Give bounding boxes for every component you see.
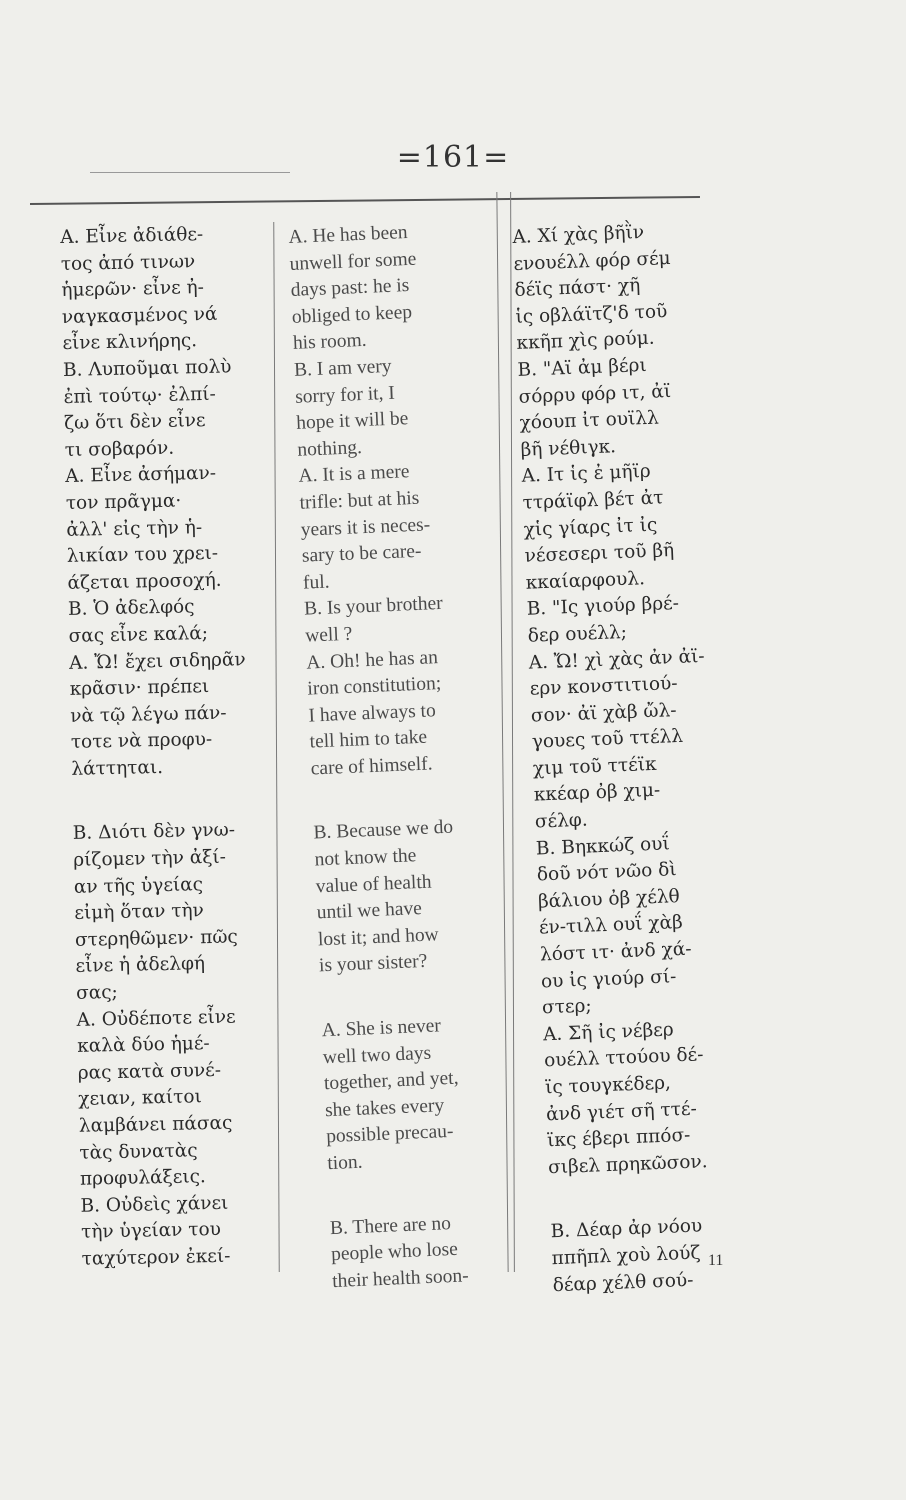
text-line: not know the bbox=[314, 845, 417, 871]
text-line: αν τῆς ὑγείας bbox=[73, 873, 204, 898]
text-line: χειαν, καίτοι bbox=[78, 1086, 202, 1111]
text-line: his room. bbox=[292, 330, 368, 355]
text-line: B. "Ις γιούρ βρέ- bbox=[526, 593, 680, 621]
text-line: value of health bbox=[315, 871, 432, 898]
text-line: σέλφ. bbox=[534, 809, 589, 833]
text-line: ἱς οβλάϊτζ'δ τοῦ bbox=[515, 300, 668, 328]
text-line: ἐπὶ τούτῳ· ἐλπί- bbox=[63, 383, 217, 408]
text-line: I have always to bbox=[308, 699, 437, 727]
text-line: B. Δέαρ ἀρ νόου bbox=[550, 1215, 703, 1243]
text-line: κκέαρ ὀβ χιμ- bbox=[533, 780, 661, 807]
text-line: τος ἀπό τινων bbox=[60, 250, 196, 275]
text-line: λόστ ιτ· ἀνδ χά- bbox=[539, 938, 692, 966]
text-line: ἡμερῶν· εἶνε ἠ- bbox=[61, 277, 205, 302]
text-line: B. Βηκκώζ ουΐ bbox=[535, 833, 671, 860]
text-line: years it is neces- bbox=[300, 513, 431, 541]
text-line: B. "Αϊ ἀμ βέρι bbox=[517, 354, 648, 381]
text-line: she takes every bbox=[324, 1095, 445, 1122]
text-line: ἀλλ' εἰς τὴν ἡ- bbox=[66, 516, 203, 541]
text-line: άζεται προσοχή. bbox=[67, 569, 222, 594]
text-line: κκαίαρφουλ. bbox=[525, 567, 646, 594]
text-line: trifle: but at his bbox=[299, 487, 420, 514]
text-line: A. Ὤ! χὶ χὰς ἀν ἀϊ- bbox=[528, 645, 705, 674]
text-line: lost it; and how bbox=[317, 924, 440, 951]
text-line: tion. bbox=[326, 1151, 363, 1175]
text-line: until we have bbox=[316, 898, 423, 924]
text-line: A. She is never bbox=[321, 1015, 442, 1042]
text-line: B. Because we do bbox=[313, 817, 454, 844]
text-line: well ? bbox=[304, 623, 353, 647]
text-line: well two days bbox=[322, 1042, 432, 1068]
text-line: καλὰ δύο ἡμέ- bbox=[76, 1033, 210, 1058]
paragraph-gap bbox=[72, 779, 298, 822]
column-top-rule bbox=[30, 196, 700, 205]
text-line: iron constitution; bbox=[307, 673, 442, 700]
text-line: γουες τοῦ ττέλλ bbox=[531, 726, 684, 753]
text-line: A. Εἶνε ἀδιάθε- bbox=[60, 224, 204, 248]
text-line: A. Οὐδέποτε εἶνε bbox=[76, 1006, 236, 1031]
text-line: έν-τιλλ ουΐ χὰβ bbox=[538, 912, 684, 939]
text-line: εἶνε ἡ ἀδελφή bbox=[75, 953, 206, 978]
signature-mark: 11 bbox=[708, 1252, 724, 1269]
text-line: λάττηται. bbox=[71, 756, 164, 780]
text-line: στερ; bbox=[541, 995, 593, 1019]
text-line: τοτε νὰ προφυ- bbox=[70, 729, 213, 754]
text-line: σας εἶνε καλά; bbox=[68, 622, 209, 647]
text-line: ουέλλ ττούου δέ- bbox=[543, 1044, 704, 1072]
text-line: βῆ νέθιγκ. bbox=[520, 435, 617, 461]
text-line: B. Ὁ ἀδελφός bbox=[67, 596, 195, 621]
text-line: ναγκασμένος νά bbox=[61, 303, 218, 328]
text-line: hope it will be bbox=[295, 408, 409, 434]
text-line: people who lose bbox=[330, 1238, 459, 1266]
text-line: τὴν ὑγείαν του bbox=[80, 1219, 222, 1244]
text-line: βάλιου ὀβ χέλθ bbox=[537, 885, 681, 913]
text-line: A. Εἶνε ἀσήμαν- bbox=[65, 463, 217, 488]
text-line: ρας κατὰ συνέ- bbox=[77, 1059, 222, 1084]
text-line: λικίαν του χρει- bbox=[66, 542, 219, 568]
text-line: χόουπ ἰτ ουϊλλ bbox=[519, 407, 660, 435]
text-line: δοῦ νότ νῶο δὶ bbox=[536, 859, 677, 886]
text-line: προφυλάξεις. bbox=[79, 1166, 207, 1190]
text-line: λαμβάνει πάσας bbox=[78, 1112, 233, 1137]
text-line: χιμ τοῦ ττέϊκ bbox=[532, 753, 657, 780]
text-line: care of himself. bbox=[310, 753, 433, 780]
text-line: τι σοβαρόν. bbox=[64, 437, 175, 461]
text-line: ful. bbox=[302, 571, 330, 594]
text-line: σιβελ πρηκῶσον. bbox=[547, 1150, 708, 1179]
text-line: νὰ τῷ λέγω πάν- bbox=[70, 702, 227, 727]
transliteration-column bbox=[512, 216, 798, 1300]
text-line: A. Χί χὰς βῆῒν bbox=[512, 221, 645, 248]
text-line: together, and yet, bbox=[323, 1067, 459, 1095]
text-line: σόρρυ φόρ ιτ, ἀϊ bbox=[518, 380, 672, 408]
page-number: =161= bbox=[396, 140, 510, 175]
text-line: ρίζομεν τὴν ἀξί- bbox=[73, 846, 227, 871]
text-line: δέαρ χέλθ σού- bbox=[552, 1269, 694, 1296]
text-line: τὰς δυνατὰς bbox=[79, 1139, 198, 1164]
text-line: δέϊς πάστ· χῆ bbox=[514, 275, 641, 302]
text-line: ϊκς έβερι ππόσ- bbox=[546, 1125, 691, 1152]
text-line: ερν κονστιτιού- bbox=[529, 673, 678, 700]
text-line: στερηθῶμεν· πῶς bbox=[74, 926, 239, 951]
text-line: obliged to keep bbox=[291, 301, 413, 328]
text-line: A. It is a mere bbox=[298, 461, 410, 488]
text-line: nothing. bbox=[296, 436, 363, 461]
text-line: B. I am very bbox=[293, 355, 392, 381]
text-line: σας; bbox=[75, 981, 119, 1004]
text-line: A. Ὤ! ἔχει σιδηρᾶν bbox=[68, 648, 246, 674]
text-line: A. Σῆ ἰς νέβερ bbox=[542, 1019, 675, 1046]
text-line: ἀνδ γιέτ σῆ ττέ- bbox=[545, 1098, 698, 1125]
text-line: δερ ουέλλ; bbox=[527, 621, 628, 647]
text-line: A. He has been bbox=[288, 222, 408, 248]
text-line: days past: he is bbox=[290, 275, 410, 302]
text-line: εἶνε κλινήρης. bbox=[62, 330, 198, 355]
text-line: σον· ἀϊ χὰβ ὤλ- bbox=[530, 699, 677, 727]
text-line: νέσεσερι τοῦ βῆ bbox=[524, 540, 675, 567]
text-line: ϊς τουγκέδερ, bbox=[544, 1072, 672, 1099]
text-line: unwell for some bbox=[289, 248, 417, 275]
text-line: ου ἰς γιούρ σί- bbox=[540, 965, 677, 993]
text-line: sary to be care- bbox=[301, 540, 422, 567]
text-line: A. Ιτ ἱς ἐ μῆϊρ bbox=[521, 461, 652, 488]
text-line: B. Is your brother bbox=[303, 593, 444, 620]
text-line: their health soon- bbox=[331, 1265, 470, 1292]
text-line: χἱς γίαρς ἰτ ἰς bbox=[523, 514, 658, 541]
text-line: τον πρᾶγμα· bbox=[65, 490, 182, 514]
text-line: sorry for it, I bbox=[294, 382, 396, 408]
text-line: B. Διότι δὲν γνω- bbox=[72, 819, 236, 845]
text-line: κκῆπ χὶς ρούμ. bbox=[516, 327, 655, 355]
text-line: ενουέλλ φόρ σέμ bbox=[513, 247, 672, 275]
text-line: κρᾶσιν· πρέπει bbox=[69, 676, 210, 700]
text-line: ττράϊφλ βέτ ἀτ bbox=[522, 487, 664, 514]
text-line: ταχύτερον ἐκεί- bbox=[81, 1245, 231, 1270]
text-line: A. Oh! he has an bbox=[305, 646, 439, 674]
text-line: B. There are no bbox=[329, 1212, 452, 1239]
text-line: tell him to take bbox=[309, 726, 428, 753]
english-column bbox=[288, 216, 548, 1295]
text-line: ππῆπλ χοὺ λούζ bbox=[551, 1242, 701, 1270]
text-line: B. Λυποῦμαι πολὺ bbox=[62, 356, 232, 381]
greek-column bbox=[60, 220, 307, 1273]
text-line: B. Οὐδεὶς χάνει bbox=[80, 1192, 229, 1217]
text-line: possible precau- bbox=[325, 1121, 454, 1148]
header-rule bbox=[90, 172, 290, 173]
text-line: ζω ὅτι δὲν εἶνε bbox=[63, 410, 206, 435]
text-line: εἰμὴ ὅταν τὴν bbox=[74, 900, 205, 925]
text-line: is your sister? bbox=[318, 951, 428, 977]
